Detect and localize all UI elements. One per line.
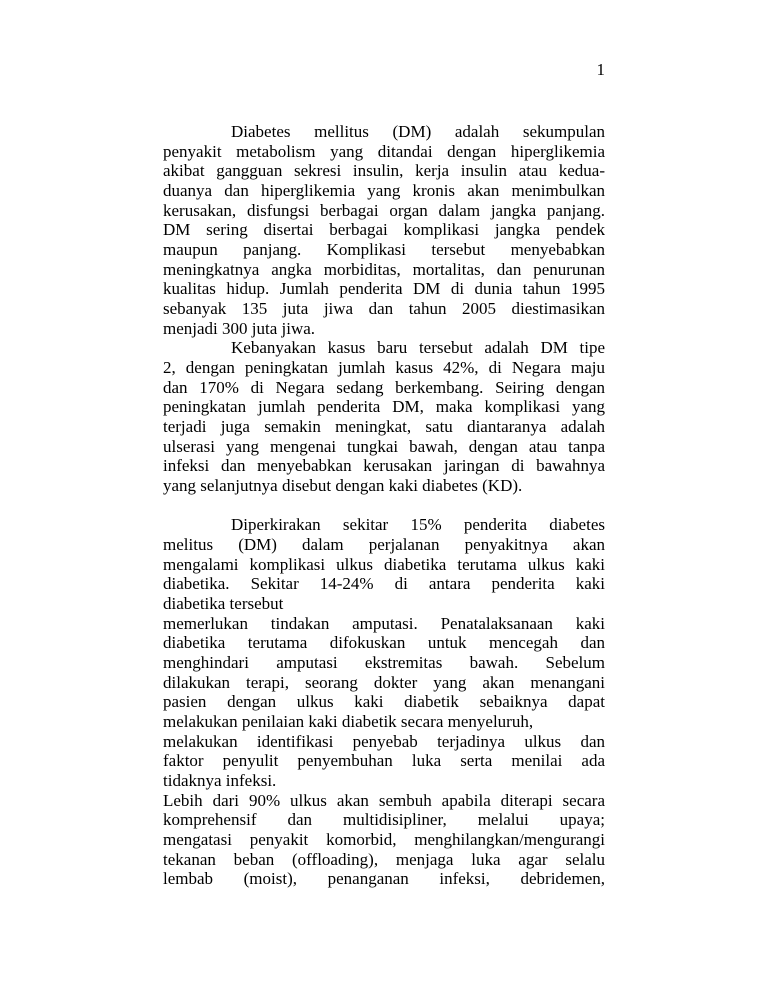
text-line: melitus (DM) dalam perjalanan penyakitnya akan: [163, 535, 605, 555]
text-line: peningkatan jumlah penderita DM, maka komplikasi yang: [163, 397, 605, 417]
text-line: menghindari amputasi ekstremitas bawah. Sebelum: [163, 653, 605, 673]
text-line: 2, dengan peningkatan jumlah kasus 42%, di Negara maju: [163, 357, 605, 377]
text-line: mengatasi penyakit komorbid, menghilangkan/mengurangi: [163, 829, 605, 849]
text-line: duanya dan hiperglikemia yang kronis akan menimbulkan: [163, 180, 605, 200]
text-line: komprehensif dan multidisipliner, melalui upaya;: [163, 810, 605, 830]
text-line: Diabetes mellitus (DM) adalah sekumpulan: [231, 122, 605, 141]
text-line: memerlukan tindakan amputasi. Penatalaksanaan kaki: [163, 613, 605, 633]
paragraph-1: [163, 122, 605, 338]
text-line: sebanyak 135 juta jiwa dan tahun 2005 diestimasikan: [163, 298, 605, 318]
text-line: ulserasi yang mengenai tungkai bawah, dengan atau tanpa: [163, 436, 605, 456]
text-line: akibat gangguan sekresi insulin, kerja insulin atau kedua-: [163, 161, 605, 181]
text-line: yang selanjutnya disebut dengan kaki diabetes (KD).: [163, 475, 523, 495]
text-line: faktor penyulit penyembuhan luka serta menilai ada: [163, 751, 605, 771]
text-line: dilakukan terapi, seorang dokter yang akan menangani: [163, 672, 605, 692]
text-line: DM sering disertai berbagai komplikasi jangka pendek: [163, 220, 605, 240]
text-line: melakukan identifikasi penyebab terjadinya ulkus dan: [163, 731, 605, 751]
text-line: mengalami komplikasi ulkus diabetika terutama ulkus kaki: [163, 554, 605, 574]
page-number: 1: [596, 60, 605, 79]
text-line: Kebanyakan kasus baru tersebut adalah DM tipe: [231, 338, 605, 358]
text-line: dan 170% di Negara sedang berkembang. Seiring dengan: [163, 377, 605, 397]
text-line: pasien dengan ulkus kaki diabetik sebaiknya dapat: [163, 692, 605, 712]
text-line: tekanan beban (offloading), menjaga luka agar selalu: [163, 849, 605, 869]
text-line: maupun panjang. Komplikasi tersebut menyebabkan: [163, 239, 605, 259]
text-line: Lebih dari 90% ulkus akan sembuh apabila diterapi secara: [163, 790, 605, 810]
text-line: kerusakan, disfungsi berbagai organ dalam jangka panjang.: [163, 200, 605, 220]
text-line: Diperkirakan sekitar 15% penderita diabetes: [231, 515, 605, 535]
text-line: penyakit metabolism yang ditandai dengan hiperglikemia: [163, 141, 605, 161]
text-line: diabetika. Sekitar 14-24% di antara penderita kaki: [163, 574, 605, 594]
text-line: diabetika terutama difokuskan untuk mencegah dan: [163, 633, 605, 653]
text-line: tidaknya infeksi.: [163, 771, 277, 790]
text-line: kualitas hidup. Jumlah penderita DM di dunia tahun 1995: [163, 279, 605, 299]
paragraph-spacer: [163, 495, 605, 515]
text-line: menjadi 300 juta jiwa.: [163, 318, 316, 338]
text-line: lembab (moist), penanganan infeksi, debridemen,: [163, 869, 605, 889]
text-line: terjadi juga semakin meningkat, satu diantaranya adalah: [163, 416, 605, 436]
text-line: meningkatnya angka morbiditas, mortalitas, dan penurunan: [163, 259, 605, 279]
text-line: infeksi dan menyebabkan kerusakan jaringan di bawahnya: [163, 456, 605, 476]
text-line: diabetika tersebut: [163, 594, 284, 614]
paragraph-3: [163, 515, 605, 888]
document-body: [163, 122, 605, 889]
paragraph-2: [163, 338, 605, 495]
text-line: melakukan penilaian kaki diabetik secara menyeluruh,: [163, 712, 534, 732]
